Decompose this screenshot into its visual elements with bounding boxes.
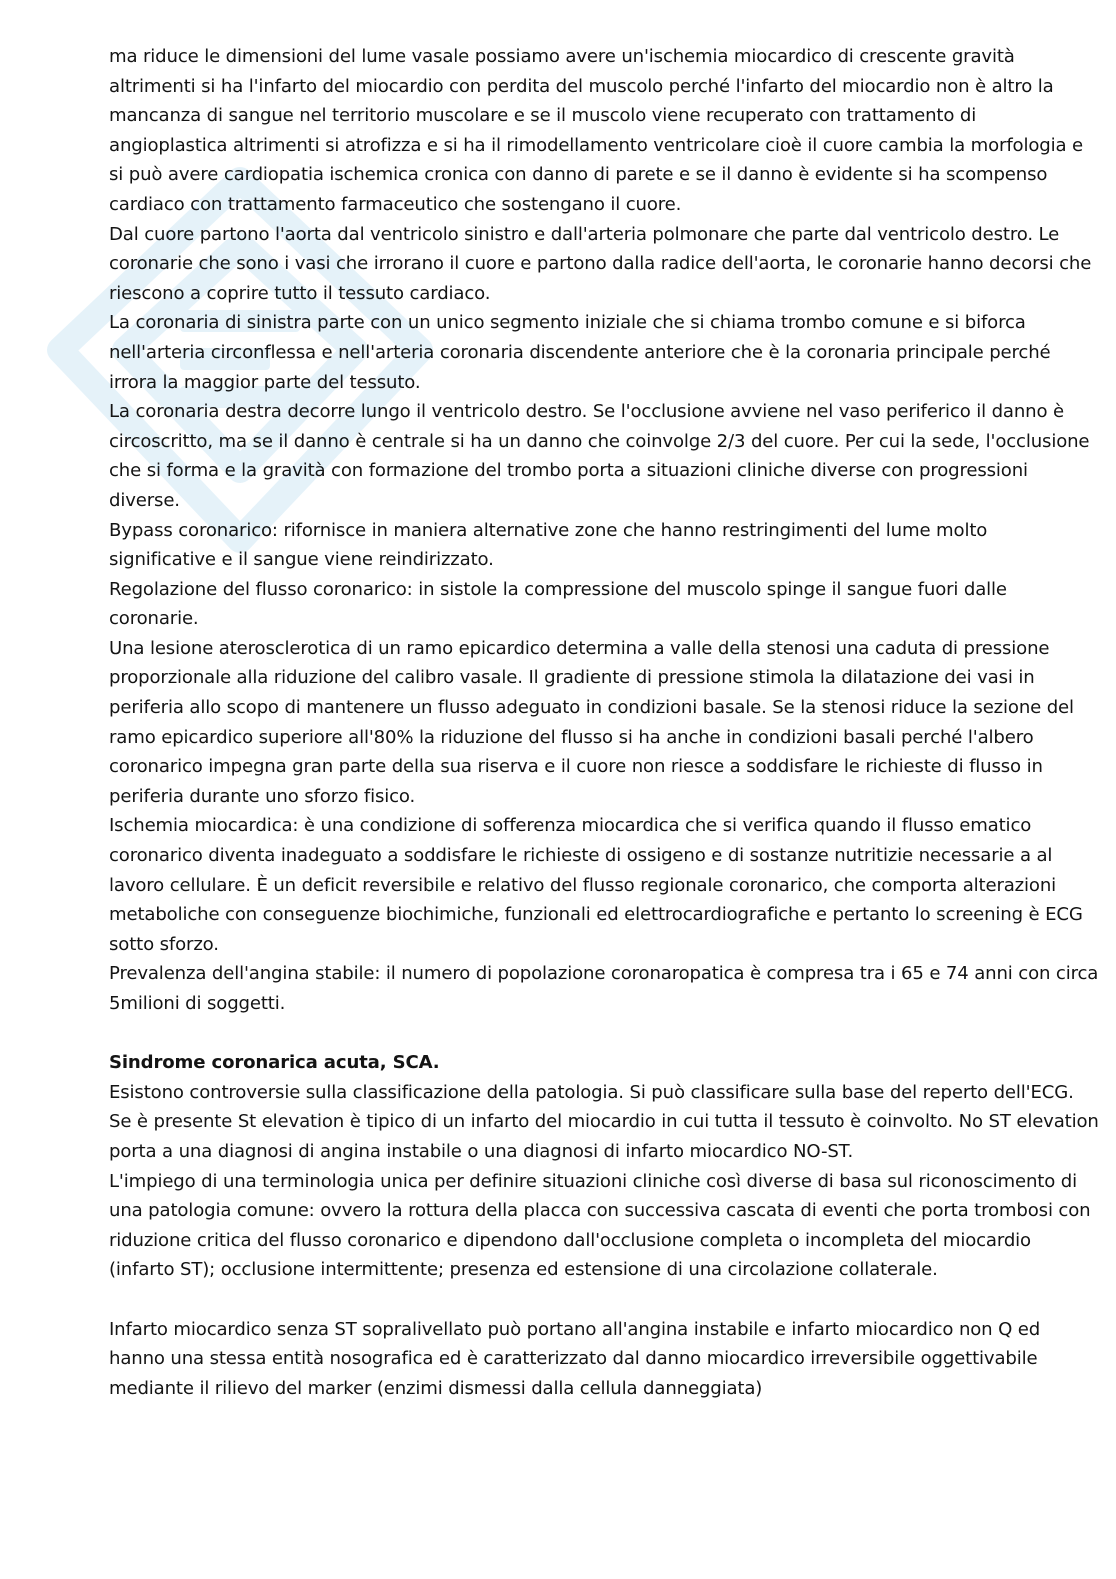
section-heading: Sindrome coronarica acuta, SCA.: [109, 1052, 440, 1074]
paragraph: Bypass coronarico: rifornisce in maniera alternative zone che hanno restringimenti del lume molto significative e il sangue viene reindirizzato.: [109, 519, 988, 571]
paragraph-spacer: [109, 1285, 1099, 1315]
document-body: [109, 42, 1099, 1403]
paragraph: La coronaria destra decorre lungo il ventricolo destro. Se l'occlusione avviene nel vaso periferico il danno è circoscritto, ma se il danno è centrale si ha un danno che coinvolge 2/3 del cuore. Per cui la sede, l'occlusione che si forma e la gravità con formazione del trombo porta a situazioni cliniche diverse con progressioni diverse.: [109, 401, 1090, 511]
paragraph: Regolazione del flusso coronarico: in sistole la compressione del muscolo spinge il sangue fuori dalle coronarie.: [109, 578, 1007, 630]
paragraph: Infarto miocardico senza ST sopralivellato può portano all'angina instabile e infarto miocardico non Q ed hanno una stessa entità nosografica ed è caratterizzato dal danno miocardico irreversibile oggettivabile mediante il rilievo del marker (enzimi dismessi dalla cellula danneggiata): [109, 1318, 1041, 1399]
paragraph: L'impiego di una terminologia unica per definire situazioni cliniche così diverse di basa sul riconoscimento di una patologia comune: ovvero la rottura della placca con successiva cascata di eventi che porta trombosi con riduzione critica del flusso coronarico e dipendono dall'occlusione completa o incompleta del miocardio (infarto ST); occlusione intermittente; presenza ed estensione di una circolazione collaterale.: [109, 1170, 1091, 1281]
paragraph: Prevalenza dell'angina stabile: il numero di popolazione coronaropatica è compresa tra i 65 e 74 anni con circa 5milioni di soggetti.: [109, 963, 1099, 1014]
paragraph: Dal cuore partono l'aorta dal ventricolo sinistro e dall'arteria polmonare che parte dal ventricolo destro. Le coronarie che sono i vasi che irrorano il cuore e partono dalla radice dell'aorta, le coronarie hanno decorsi che riescono a coprire tutto il tessuto cardiaco.: [109, 223, 1092, 304]
paragraph: Esistono controversie sulla classificazione della patologia. Si può classificare sulla base del reperto dell'ECG. Se è presente St elevation è tipico di un infarto del miocardio in cui tutta il tessuto è coinvolto. No ST elevation porta a una diagnosi di angina instabile o una diagnosi di infarto miocardico NO-ST.: [109, 1081, 1099, 1162]
paragraph-spacer: [109, 1019, 1099, 1049]
paragraph: Ischemia miocardica: è una condizione di sofferenza miocardica che si verifica quando il flusso ematico coronarico diventa inadeguato a soddisfare le richieste di ossigeno e di sostanze nutritizie necessarie a al lavoro cellulare. È un deficit reversibile e relativo del flusso regionale coronarico, che comporta alterazioni metaboliche con conseguenze biochimiche, funzionali ed elettrocardiografiche e pertanto lo screening è ECG sotto sforzo.: [109, 815, 1083, 955]
paragraph: Una lesione aterosclerotica di un ramo epicardico determina a valle della stenosi una caduta di pressione proporzionale alla riduzione del calibro vasale. Il gradiente di pressione stimola la dilatazione dei vasi in periferia allo scopo di mantenere un flusso adeguato in condizioni basale. Se la stenosi riduce la sezione del ramo epicardico superiore all'80% la riduzione del flusso si ha anche in condizioni basali perché l'albero coronarico impegna gran parte della sua riserva e il cuore non riesce a soddisfare le richieste di flusso in periferia durante uno sforzo fisico.: [109, 637, 1074, 807]
paragraph: La coronaria di sinistra parte con un unico segmento iniziale che si chiama trombo comune e si biforca nell'arteria circonflessa e nell'arteria coronaria discendente anteriore che è la coronaria principale perché irrora la maggior parte del tessuto.: [109, 312, 1051, 393]
paragraph: ma riduce le dimensioni del lume vasale possiamo avere un'ischemia miocardico di crescente gravità altrimenti si ha l'infarto del miocardio con perdita del muscolo perché l'infarto del miocardio non è altro la mancanza di sangue nel territorio muscolare e se il muscolo viene recuperato con trattamento di angioplastica altrimenti si atrofizza e si ha il rimodellamento ventricolare cioè il cuore cambia la morfologia e si può avere cardiopatia ischemica cronica con danno di parete e se il danno è evidente si ha scompenso cardiaco con trattamento farmaceutico che sostengano il cuore.: [109, 46, 1083, 215]
